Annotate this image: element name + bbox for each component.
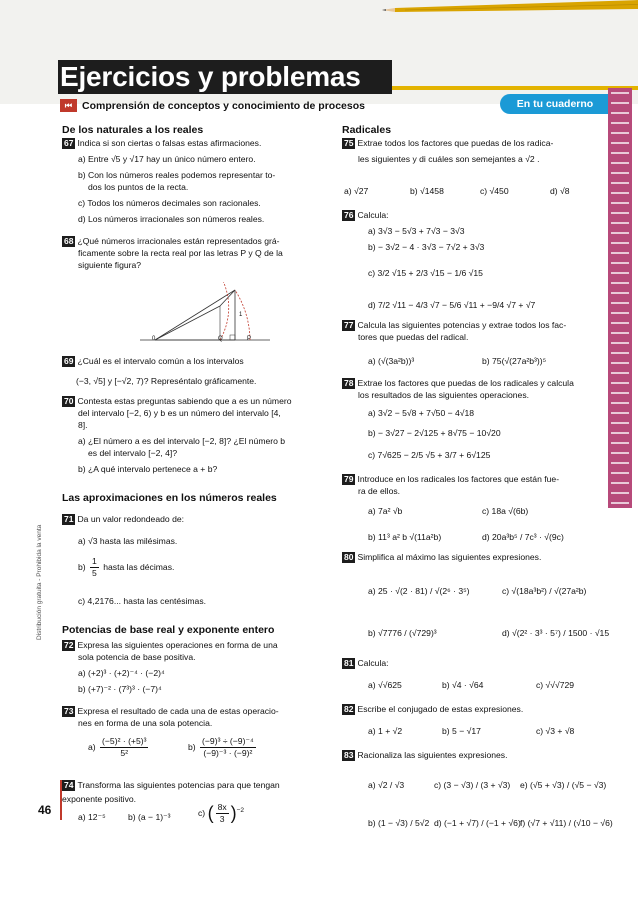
exercise-text-cont: sola potencia de base positiva. — [78, 652, 196, 662]
exercise-number: 77 — [344, 320, 354, 330]
exercise-text: Expresa el resultado de cada una de estas operacio- — [77, 706, 279, 716]
item-c: c) √450 — [480, 186, 509, 196]
exercise-text-cont: exponente positivo. — [62, 794, 137, 804]
section-heading: Potencias de base real y exponente entero — [62, 624, 275, 636]
section-subtitle: Comprensión de conceptos y conocimiento de procesos — [82, 100, 365, 112]
item-b: b) (+7)⁻² · (7³)³ · (−7)⁴ — [78, 684, 162, 694]
item-a: a) √27 — [344, 186, 369, 196]
item-a: a) √3 hasta las milésimas. — [78, 536, 178, 546]
denominator: 5² — [120, 748, 129, 759]
item-c: c) √√√729 — [536, 680, 575, 690]
item-a-cont: es del intervalo [−2, 4]? — [88, 448, 178, 458]
item-b-cont: dos los puntos de la recta. — [88, 182, 189, 192]
exercise-text: Simplifica al máximo las siguientes expresiones. — [357, 552, 542, 562]
exponent: −2 — [236, 807, 245, 815]
exercise-number: 73 — [64, 706, 74, 716]
item-d: d) 20a³b⁵ / 7c³ · √(9c) — [482, 532, 564, 542]
item-a: a) (+2)³ · (+2)⁻⁴ · (−2)⁴ — [78, 668, 165, 678]
exercise-number: 75 — [344, 138, 354, 148]
item-c: c) 4,2176... hasta las centésimas. — [78, 596, 207, 606]
item-b: b) 5 − √17 — [442, 726, 481, 736]
exercise-text-cont: nes en forma de una sola potencia. — [78, 718, 213, 728]
numerator: 8x — [216, 802, 229, 814]
item-c: c) ( $\frac{8x}{3}$ )$^{-2}$ — [198, 802, 245, 825]
numerator: 1 — [90, 556, 99, 568]
item-b: b) Con los números reales podemos representar to- — [78, 170, 276, 180]
exercise-text-cont: del intervalo [−2, 6) y b es un número del intervalo [4, — [78, 408, 281, 418]
exercise-text-cont: ficamente sobre la recta real por las letras P y Q de la — [78, 248, 283, 258]
exercise-text: Extrae los factores que puedas de los radicales y calcula — [357, 378, 574, 388]
exercise-text: Transforma las siguientes potencias para que tengan — [77, 780, 280, 790]
item-a: a) 12⁻⁵ — [78, 812, 106, 822]
item-a: a) 1 + √2 — [368, 726, 403, 736]
exercise-text: Calcula: — [357, 210, 389, 220]
exercise-text: Racionaliza las siguientes expresiones. — [357, 750, 508, 760]
item-d: d) √8 — [550, 186, 570, 196]
item-a: a) 3√3 − 5√3 + 7√3 − 3√3 — [368, 226, 465, 236]
item-a: a) √√625 — [368, 680, 402, 690]
item-d: d) 7/2 √11 − 4/3 √7 − 5/6 √11 + −9/4 √7 + √7 — [368, 300, 536, 310]
item-b: b) √4 · √64 — [442, 680, 484, 690]
item-d: d) (−1 + √7) / (−1 + √6) — [434, 818, 521, 828]
item-a: a) Entre √5 y √17 hay un único número entero. — [78, 154, 256, 164]
item-b: b) √1458 — [410, 186, 444, 196]
item-a: a) ¿El número a es del intervalo [−2, 8]? ¿El número b — [78, 436, 286, 446]
exercise-number: 76 — [344, 210, 354, 220]
item-label: c) — [198, 808, 206, 819]
exercise-text: Contesta estas preguntas sabiendo que a es un número — [77, 396, 292, 406]
item-a: a) 25 · √(2 · 81) / √(2⁶ · 3⁵) — [368, 586, 470, 596]
item-a — [88, 736, 150, 760]
exercise-text-cont: tores que puedas del radical. — [358, 332, 469, 342]
section-heading: Las aproximaciones en los números reales — [62, 492, 277, 504]
item-b: b) 11³ a² b √(11a²b) — [368, 532, 442, 542]
exercise-number: 83 — [344, 750, 354, 760]
fraction — [100, 736, 148, 760]
item-c: c) 18a √(6b) — [482, 506, 529, 516]
item-c: c) (3 − √3) / (3 + √3) — [434, 780, 511, 790]
back-icon[interactable]: ⏮ — [60, 99, 77, 112]
fraction — [216, 802, 229, 826]
item-c: c) 7√625 − 2/5 √5 + 3/7 + 6√125 — [368, 450, 491, 460]
item-c: c) √3 + √8 — [536, 726, 575, 736]
section-heading: De los naturales a los reales — [62, 124, 204, 136]
exercise-number: 82 — [344, 704, 354, 714]
figure-label-q: Q — [218, 336, 223, 342]
exercise-text: Calcula: — [357, 658, 389, 668]
exercise-number: 81 — [344, 658, 354, 668]
exercise-number: 74 — [64, 780, 74, 790]
item-a: a) 7a² √b — [368, 506, 403, 516]
exercise-text-cont: ra de ellos. — [358, 486, 401, 496]
denominator: 5 — [92, 568, 97, 579]
exercise-number: 68 — [64, 236, 74, 246]
exercise-number: 71 — [64, 514, 74, 524]
item-e: e) (√5 + √3) / (√5 − √3) — [520, 780, 607, 790]
sidebar-notice: Distribución gratuita - Prohibida la venta — [36, 524, 43, 640]
exercise-number: 72 — [64, 640, 74, 650]
page-title: Ejercicios y problemas — [58, 60, 392, 94]
item-b: b) ¿A qué intervalo pertenece a + b? — [78, 464, 218, 474]
item-text: hasta las décimas. — [103, 562, 175, 573]
item-a: a) (√(3a²b))³ — [368, 356, 415, 366]
item-b: b) 75(√(27a²b³))⁵ — [482, 356, 547, 366]
item-a: a) 3√2 − 5√8 + 7√50 − 4√18 — [368, 408, 475, 418]
item-b — [188, 736, 258, 760]
numerator: (−5)² · (+5)³ — [100, 736, 148, 748]
denominator: 3 — [219, 814, 225, 825]
item-b: b) √7776 / (√729)³ — [368, 628, 437, 638]
exercise-text-cont: (−3, √5] y [−√2, 7)? Represéntalo gráficamente. — [76, 376, 257, 386]
exercise-text: ¿Cuál es el intervalo común a los intervalos — [77, 356, 244, 366]
item-c: c) √(18a³b²) / √(27a²b) — [502, 586, 587, 596]
exercise-text: Indica si son ciertas o falsas estas afirmaciones. — [77, 138, 262, 148]
exercise-number: 78 — [344, 378, 354, 388]
exercise-number: 67 — [64, 138, 74, 148]
item-c: c) Todos los números decimales son racionales. — [78, 198, 261, 208]
item-c: c) 3/2 √15 + 2/3 √15 − 1/6 √15 — [368, 268, 483, 278]
exercise-text: Extrae todos los factores que puedas de los radica- — [357, 138, 554, 148]
section-heading: Radicales — [342, 124, 392, 136]
item-b: b) − 3√2 − 4 · 3√3 − 7√2 + 3√3 — [368, 242, 485, 252]
notebook-spiral-icon — [608, 88, 632, 508]
exercise-number: 70 — [64, 396, 74, 406]
numerator: (−9)³ ÷ (−9)⁻⁴ — [200, 736, 256, 748]
item-label: a) — [88, 742, 96, 753]
denominator: (−9)⁻³ · (−9)² — [203, 748, 253, 759]
exercise-text: Introduce en los radicales los factores que están fue- — [357, 474, 560, 484]
item-d: d) √(2² · 3³ · 5⁷) / 1500 · √15 — [502, 628, 610, 638]
item-b: b) − 3√27 − 2√125 + 8√75 − 10√20 — [368, 428, 501, 438]
item-label: b) — [188, 742, 196, 753]
item-d: d) Los números irracionales son números reales. — [78, 214, 265, 224]
item-f: f) (√7 + √11) / (√10 − √6) — [520, 818, 613, 828]
exercise-text: Da un valor redondeado de: — [77, 514, 185, 524]
item-label: b) — [78, 562, 86, 573]
item-a: a) √2 / √3 — [368, 780, 405, 790]
exercise-number: 80 — [344, 552, 354, 562]
fraction — [90, 556, 99, 580]
exercise-number: 69 — [64, 356, 74, 366]
item-b: b) (a − 1)⁻³ — [128, 812, 171, 822]
exercise-text: Expresa las siguientes operaciones en forma de una — [77, 640, 278, 650]
page-number: 46 — [38, 803, 52, 817]
exercise-number: 79 — [344, 474, 354, 484]
notebook-badge: En tu cuaderno — [500, 94, 610, 114]
exercise-text: Calcula las siguientes potencias y extrae todos los fac- — [357, 320, 567, 330]
item-b: b) (1 − √3) / 5√2 — [368, 818, 430, 828]
exercise-text: ¿Qué números irracionales están representados grá- — [77, 236, 280, 246]
figure-label-one: 1 — [239, 312, 243, 318]
exercise-text-cont: 8]. — [78, 420, 88, 430]
item-b — [78, 556, 174, 580]
figure-label-zero: 0 — [152, 336, 156, 342]
exercise-text-cont: les siguientes y di cuáles son semejantes a √2 . — [358, 154, 540, 164]
exercise-text-cont: siguiente figura? — [78, 260, 142, 270]
figure-label-p: P — [247, 336, 252, 342]
exercise-text-cont: los resultados de las siguientes operaciones. — [358, 390, 530, 400]
exercise-text: Escribe el conjugado de estas expresiones. — [357, 704, 524, 714]
fraction — [200, 736, 256, 760]
